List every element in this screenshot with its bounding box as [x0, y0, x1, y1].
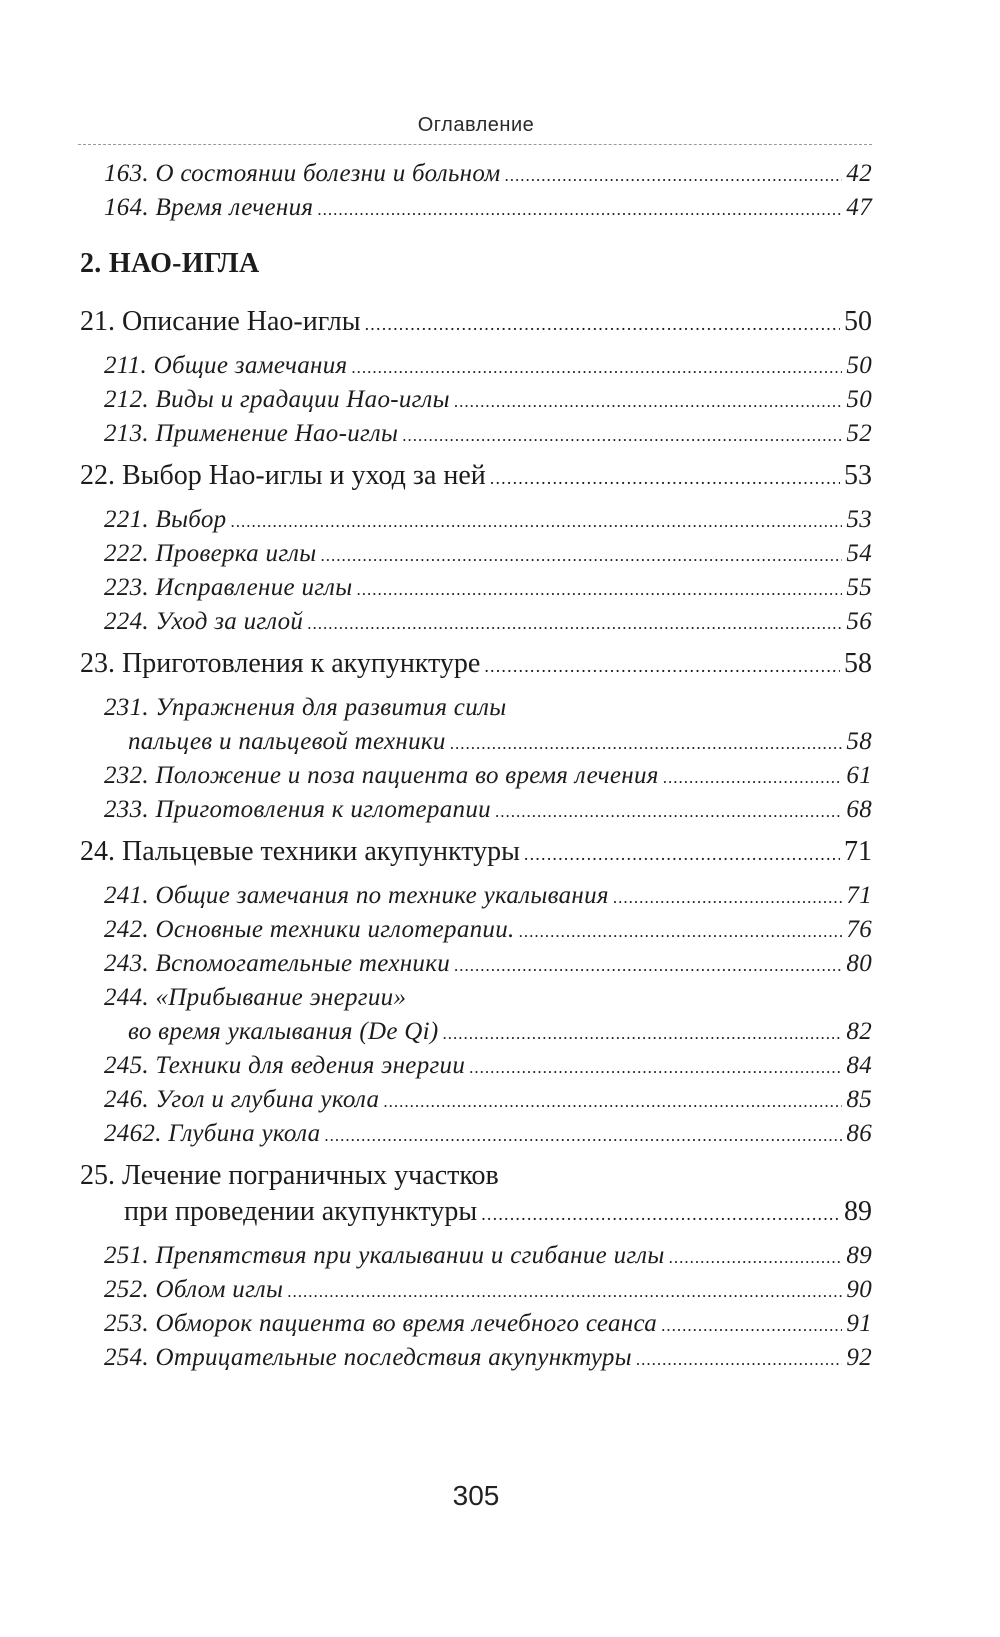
toc-entry-254 [104, 1344, 872, 1372]
toc-entry-243 [104, 950, 872, 978]
toc-entry-page: 56 [846, 608, 872, 635]
toc-entry-title: 2462. Глубина укола [104, 1120, 321, 1147]
toc-section-title: 23. Приготовления к акупунктуре [80, 648, 481, 679]
toc-entry-page: 50 [846, 386, 872, 413]
toc-entry-title: пальцев и пальцевой техники [128, 728, 446, 755]
dot-leader [519, 922, 843, 942]
toc-entry-title: 213. Применение Нао-иглы [104, 420, 399, 447]
dot-leader [663, 768, 843, 788]
dot-leader [469, 1058, 842, 1078]
toc-entry-title: 212. Виды и градации Нао-иглы [104, 386, 450, 413]
toc-entry-245 [104, 1052, 872, 1080]
toc-section-22 [80, 460, 872, 492]
toc-entry-page: 71 [846, 882, 872, 909]
dot-leader [402, 426, 842, 446]
toc-entry-title: 224. Уход за иглой [104, 608, 304, 635]
toc-entry-page: 55 [846, 574, 872, 601]
toc-entry-233 [104, 796, 872, 824]
toc-entry-title: 242. Основные техники иглотерапии. [104, 916, 515, 943]
dot-leader [230, 512, 842, 532]
dot-leader [495, 802, 842, 822]
toc-entry-title: 243. Вспомогательные техники [104, 950, 451, 977]
toc-entry-241 [104, 882, 872, 910]
toc-entry-title: 233. Приготовления к иглотерапии [104, 796, 491, 823]
toc-entry-244-line1: 244. «Прибывание энергии» [104, 984, 407, 1011]
toc-entry-page: 85 [846, 1086, 872, 1113]
toc-entry-page: 86 [846, 1120, 872, 1147]
toc-entry-164 [104, 194, 872, 222]
toc-entry-212 [104, 386, 872, 414]
toc-section-title: 24. Пальцевые техники акупунктуры [80, 836, 520, 867]
dot-leader [669, 1248, 843, 1268]
dot-leader [454, 392, 843, 412]
toc-entry-title: 245. Техники для ведения энергии [104, 1052, 466, 1079]
dot-leader [351, 358, 842, 378]
dot-leader [524, 844, 840, 865]
toc-entry-page: 68 [846, 796, 872, 823]
toc-entry-211 [104, 352, 872, 380]
toc-section-page: 53 [844, 460, 872, 491]
toc-entry-title: 252. Облом иглы [104, 1276, 284, 1303]
toc-section-24 [80, 836, 872, 868]
toc-entry-page: 47 [846, 194, 872, 221]
toc-entry-page: 89 [846, 1242, 872, 1269]
dot-leader [307, 614, 842, 634]
toc-section-25 [124, 1196, 872, 1228]
toc-section-page: 50 [844, 306, 872, 337]
toc-entry-page: 50 [846, 352, 872, 379]
dot-leader [484, 656, 840, 677]
toc-entry-title: 222. Проверка иглы [104, 540, 317, 567]
toc-entry-page: 84 [846, 1052, 872, 1079]
toc-section-page: 58 [844, 648, 872, 679]
toc-entry-244 [128, 1018, 872, 1046]
toc-entry-title: 254. Отрицательные последствия акупунктуры [104, 1344, 632, 1371]
toc-entry-title: 211. Общие замечания [104, 352, 348, 379]
toc-entry-2462 [104, 1120, 872, 1148]
dot-leader [317, 200, 842, 220]
toc-entry-242 [104, 916, 872, 944]
toc-entry-page: 61 [846, 762, 872, 789]
chapter-heading: 2. НАО-ИГЛА [80, 248, 260, 279]
toc-entry-223 [104, 574, 872, 602]
dot-leader [324, 1126, 842, 1146]
toc-entry-title: во время укалывания (De Qi) [128, 1018, 439, 1045]
toc-entry-title: 246. Угол и глубина укола [104, 1086, 380, 1113]
toc-entry-252 [104, 1276, 872, 1304]
toc-entry-page: 92 [846, 1344, 872, 1371]
running-header: Оглавление [417, 114, 535, 136]
toc-entry-page: 54 [846, 540, 872, 567]
page-number: 305 [452, 1480, 500, 1511]
dot-leader [365, 314, 840, 335]
toc-section-25-line1: 25. Лечение пограничных участков [80, 1160, 499, 1191]
toc-section-title: при проведении акупунктуры [124, 1196, 478, 1227]
dot-leader [613, 888, 843, 908]
toc-section-title: 21. Описание Нао-иглы [80, 306, 361, 337]
toc-section-21 [80, 306, 872, 338]
toc-entry-253 [104, 1310, 872, 1338]
toc-entry-page: 82 [846, 1018, 872, 1045]
toc-section-page: 71 [844, 836, 872, 867]
toc-entry-title: 241. Общие замечания по технике укалывания [104, 882, 609, 909]
toc-entry-title: 251. Препятствия при укалывании и сгибание иглы [104, 1242, 665, 1269]
toc-entry-page: 53 [846, 506, 872, 533]
dot-leader [504, 166, 842, 186]
toc-entry-page: 42 [846, 160, 872, 187]
toc-entry-title: 221. Выбор [104, 506, 227, 533]
header-rule [78, 144, 872, 145]
dot-leader [636, 1350, 842, 1370]
toc-entry-221 [104, 506, 872, 534]
toc-entry-232 [104, 762, 872, 790]
toc-entry-213 [104, 420, 872, 448]
dot-leader [450, 734, 843, 754]
dot-leader [454, 956, 842, 976]
toc-entry-title: 163. О состоянии болезни и больном [104, 160, 501, 187]
dot-leader [383, 1092, 842, 1112]
toc-entry-page: 58 [846, 728, 872, 755]
toc-entry-page: 52 [846, 420, 872, 447]
toc-section-page: 89 [844, 1196, 872, 1227]
toc-entry-page: 91 [846, 1310, 872, 1337]
toc-entry-246 [104, 1086, 872, 1114]
dot-leader [490, 468, 840, 489]
toc-section-23 [80, 648, 872, 680]
toc-entry-title: 164. Время лечения [104, 194, 314, 221]
dot-leader [356, 580, 842, 600]
toc-entry-231 [128, 728, 872, 756]
dot-leader [443, 1024, 843, 1044]
toc-entry-224 [104, 608, 872, 636]
toc-entry-page: 90 [846, 1276, 872, 1303]
toc-entry-title: 223. Исправление иглы [104, 574, 353, 601]
dot-leader [320, 546, 842, 566]
toc-entry-title: 253. Обморок пациента во время лечебного сеанса [104, 1310, 658, 1337]
toc-entry-title: 232. Положение и поза пациента во время лечения [104, 762, 659, 789]
dot-leader [287, 1282, 842, 1302]
toc-entry-page: 80 [846, 950, 872, 977]
dot-leader [481, 1204, 840, 1225]
toc-section-title: 22. Выбор Нао-иглы и уход за ней [80, 460, 486, 491]
toc-entry-231-line1: 231. Упражнения для развития силы [104, 694, 507, 721]
dot-leader [661, 1316, 842, 1336]
toc-entry-222 [104, 540, 872, 568]
toc-entry-163 [104, 160, 872, 188]
toc-entry-251 [104, 1242, 872, 1270]
toc-entry-page: 76 [846, 916, 872, 943]
